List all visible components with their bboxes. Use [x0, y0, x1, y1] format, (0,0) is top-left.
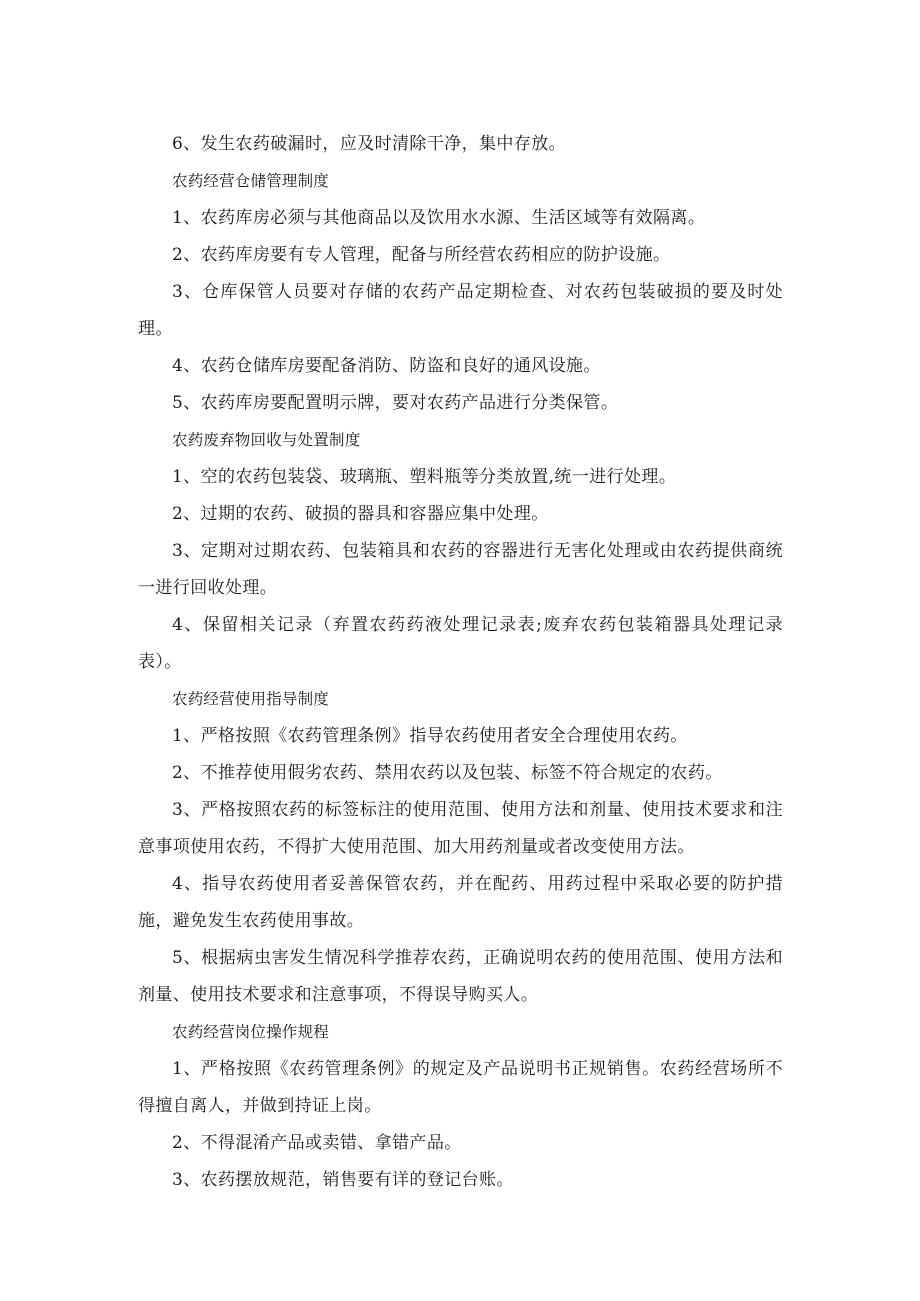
heading-waste-recycling: 农药废弃物回收与处置制度 — [172, 431, 361, 449]
paragraph-usage-1: 1、严格按照《农药管理条例》指导农药使用者安全合理使用农药。 — [172, 726, 688, 746]
heading-operating-procedure: 农药经营岗位操作规程 — [172, 1023, 330, 1041]
paragraph-usage-2: 2、不推荐使用假劣农药、禁用农药以及包装、标签不符合规定的农药。 — [172, 763, 723, 783]
paragraph-procedure-3: 3、农药摆放规范，销售要有详的登记台账。 — [172, 1170, 514, 1190]
paragraph-procedure-2: 2、不得混淆产品或卖错、拿错产品。 — [172, 1133, 462, 1153]
paragraph-usage-3: 3、严格按照农药的标签标注的使用范围、使用方法和剂量、使用技术要求和注意事项使用农药，不得扩大使用范围、加大用药剂量或者改变使用方法。 — [138, 800, 783, 857]
paragraph-storage-leak: 6、发生农药破漏时，应及时清除干净，集中存放。 — [172, 134, 567, 154]
paragraph-procedure-1: 1、严格按照《农药管理条例》的规定及产品说明书正规销售。农药经营场所不得擅自离人，并做到持证上岗。 — [138, 1059, 783, 1116]
paragraph-storage-2: 2、农药库房要有专人管理，配备与所经营农药相应的防护设施。 — [172, 245, 671, 265]
paragraph-storage-5: 5、农药库房要配置明示牌，要对农药产品进行分类保管。 — [172, 393, 619, 413]
paragraph-waste-3: 3、定期对过期农药、包装箱具和农药的容器进行无害化处理或由农药提供商统一进行回收处理。 — [138, 541, 783, 598]
paragraph-waste-2: 2、过期的农药、破损的器具和容器应集中处理。 — [172, 504, 549, 524]
heading-storage-management: 农药经营仓储管理制度 — [172, 172, 330, 190]
paragraph-usage-5: 5、根据病虫害发生情况科学推荐农药，正确说明农药的使用范围、使用方法和剂量、使用技术要求和注意事项，不得误导购买人。 — [138, 948, 783, 1005]
paragraph-storage-1: 1、农药库房必须与其他商品以及饮用水水源、生活区域等有效隔离。 — [172, 208, 706, 228]
document-body — [138, 126, 783, 1199]
paragraph-usage-4: 4、指导农药使用者妥善保管农药，并在配药、用药过程中采取必要的防护措施，避免发生农药使用事故。 — [138, 874, 783, 931]
heading-usage-guidance: 农药经营使用指导制度 — [172, 690, 330, 708]
paragraph-storage-4: 4、农药仓储库房要配备消防、防盗和良好的通风设施。 — [172, 356, 601, 376]
paragraph-waste-1: 1、空的农药包装袋、玻璃瓶、塑料瓶等分类放置,统一进行处理。 — [172, 467, 677, 487]
paragraph-waste-4: 4、保留相关记录（弃置农药药液处理记录表;废弃农药包装箱器具处理记录表）。 — [138, 615, 783, 672]
paragraph-storage-3: 3、仓库保管人员要对存储的农药产品定期检查、对农药包装破损的要及时处理。 — [138, 282, 783, 339]
